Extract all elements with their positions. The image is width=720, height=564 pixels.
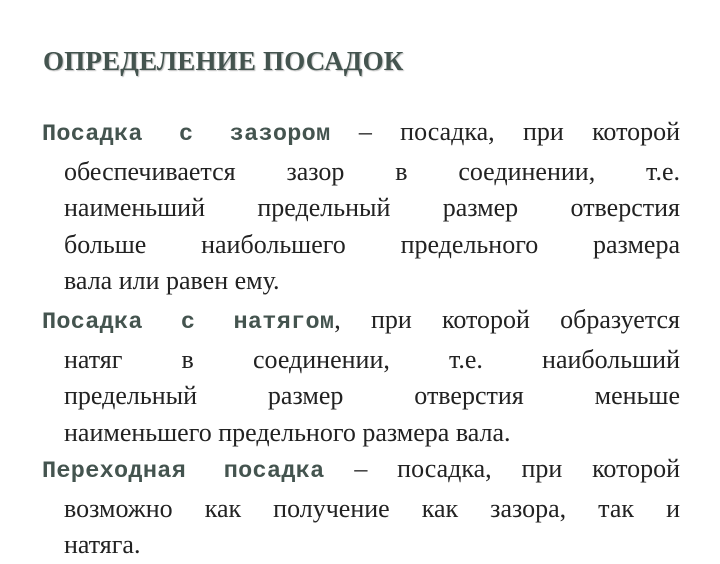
paragraph-line: [42, 114, 680, 154]
paragraph-line: предельный размер отверстия меньше: [64, 381, 680, 410]
paragraph-line: [42, 302, 680, 342]
paragraph-line: наименьший предельный размер отверстия: [64, 193, 680, 222]
term-transition-fit: Переходная посадка: [42, 458, 325, 485]
definition-text: – посадка, при которой: [358, 117, 681, 146]
slide-title: ОПРЕДЕЛЕНИЕ ПОСАДОК: [43, 46, 404, 76]
paragraph-line: обеспечивается зазор в соединении, т.е.: [64, 156, 680, 186]
definition-transition-fit: [42, 451, 680, 564]
definition-text: , при которой образуется: [334, 305, 680, 334]
term-clearance-fit: Посадка с зазором: [42, 121, 331, 148]
paragraph-line: возможно как получение как зазора, так и: [64, 493, 680, 523]
paragraph-line: натяга.: [64, 530, 141, 559]
paragraph-line: наименьшего предельного размера вала.: [64, 417, 511, 447]
paragraph-line: вала или равен ему.: [64, 266, 280, 295]
paragraph-line: [42, 451, 680, 491]
paragraph-line: больше наибольшего предельного размера: [64, 229, 680, 259]
term-interference-fit: Посадка с натягом: [42, 309, 335, 336]
definition-interference-fit: [42, 302, 680, 451]
definition-clearance-fit: [42, 114, 680, 300]
paragraph-line: натяг в соединении, т.е. наибольший: [64, 344, 680, 374]
definition-text: – посадка, при которой: [354, 454, 680, 483]
